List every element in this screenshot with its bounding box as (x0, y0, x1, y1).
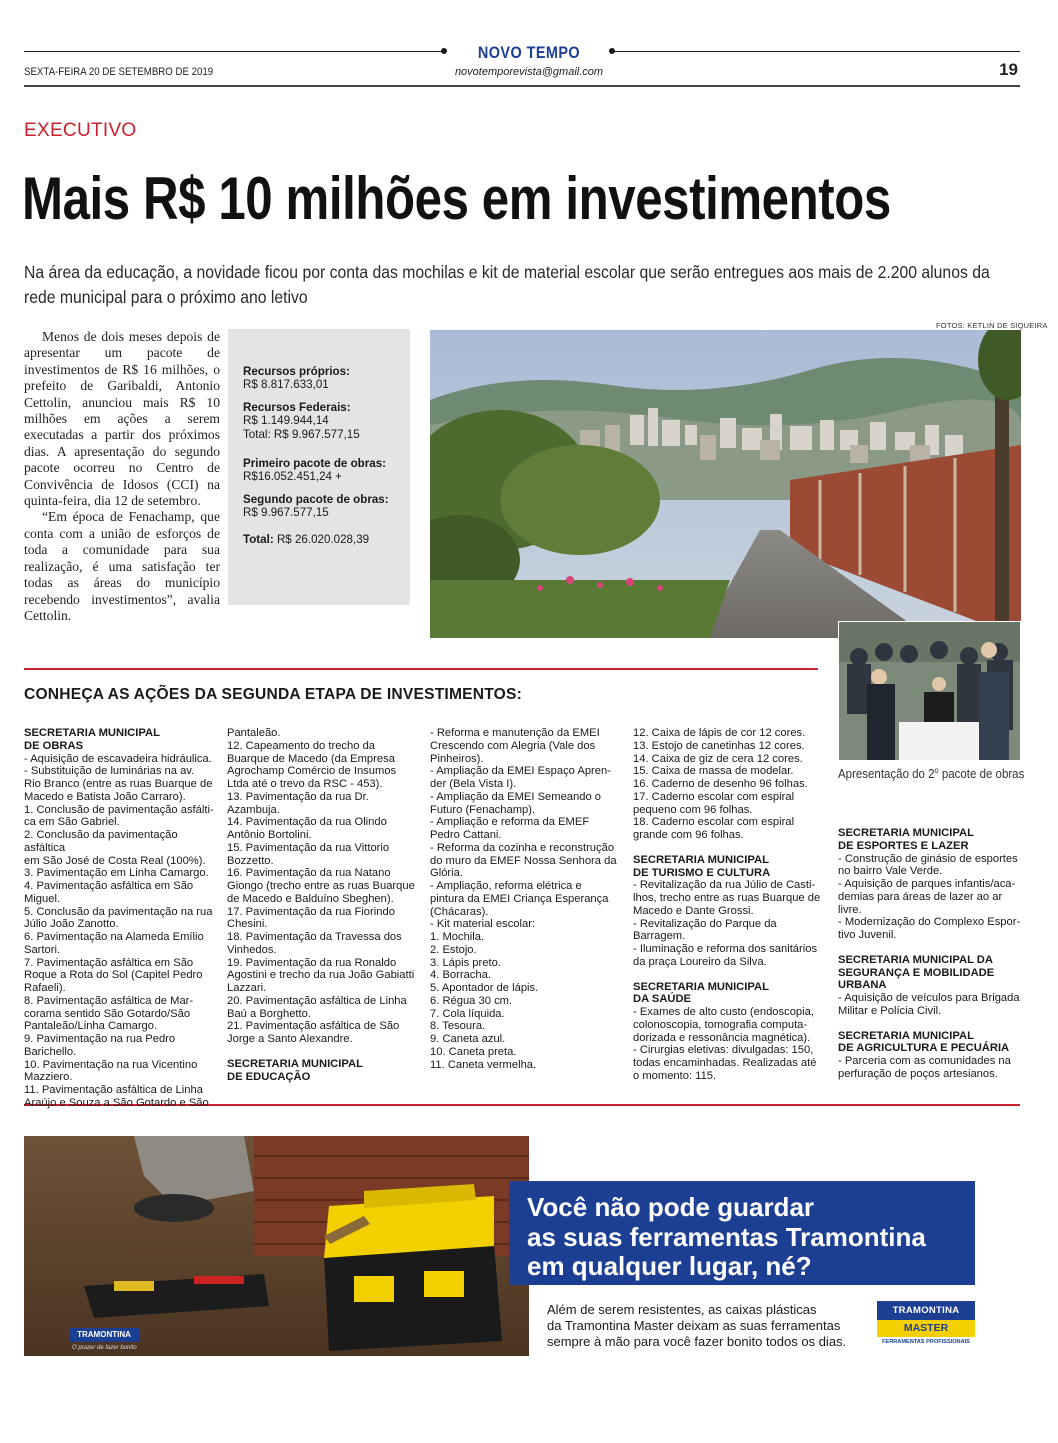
action-item-line: (Chácaras). (430, 905, 489, 918)
action-item-line: - Ampliação da EMEI Semeando o (430, 790, 602, 803)
action-item-line: - Aquisição de veículos para Brigada (838, 992, 1020, 1004)
secretaria-heading: DE EDUCAÇÃO (227, 1070, 311, 1083)
factbox-label: Recursos Federais: (243, 400, 351, 414)
action-item-line: o momento: 115. (633, 1069, 717, 1082)
action-item-line: - Reforma da cozinha e reconstrução (430, 841, 615, 854)
action-item-line: Pinheiros). (430, 752, 484, 765)
action-item-line: 13. Estojo de canetinhas 12 cores. (633, 739, 805, 752)
secretaria-heading: SECRETARIA MUNICIPAL DA (838, 953, 993, 966)
action-item-line: 14. Pavimentação da rua Olindo (227, 816, 387, 829)
action-item-line: 16. Pavimentação da rua Natano (227, 867, 391, 880)
action-item-line: 5. Apontador de lápis. (430, 982, 539, 994)
article-deck: Na área da educação, a novidade ficou por conta das mochilas e kit de material escolar que serão entregues aos mais de 2.200 alunos da rede municipal para o próximo ano letivo (24, 262, 990, 307)
section-divider (24, 668, 818, 670)
action-item-line: 18. Pavimentação da Travessa dos (227, 931, 402, 943)
action-item-line: 9. Caneta azul. (430, 1033, 506, 1045)
action-item-line: lhos, trecho entre as ruas Buarque de (633, 892, 821, 904)
action-item-line: Rafaeli). (24, 982, 66, 994)
action-item-line: tivo Juvenil. (838, 929, 897, 941)
action-item-line: de Macedo e Balduíno Sbeghen). (227, 892, 394, 905)
secretaria-heading: DE OBRAS (24, 739, 84, 752)
action-item-line: Pantaleão. (227, 727, 281, 739)
action-item-line: 5. Conclusão da pavimentação na rua (24, 905, 213, 918)
action-item-line: 4. Borracha. (430, 969, 491, 982)
caption-ordinal: o (934, 766, 939, 775)
secretaria-heading: DE AGRICULTURA E PECUÁRIA (838, 1042, 1010, 1055)
secretaria-heading: SECRETARIA MUNICIPAL (633, 853, 769, 866)
action-item-line: grande com 96 folhas. (633, 829, 744, 841)
action-item-line: Antônio Bortolini. (227, 829, 312, 841)
action-item-line: do muro da EMEF Nossa Senhora da (430, 854, 617, 867)
factbox-label: Recursos próprios: (243, 365, 350, 378)
action-item-line: Jorge a Santo Alexandre. (227, 1033, 353, 1045)
tramontina-ad[interactable] (24, 1136, 1024, 1356)
action-item-line: Rio Branco (entre as ruas Buarque de (24, 778, 213, 790)
secretaria-heading: SECRETARIA MUNICIPAL (227, 1057, 363, 1070)
ad-body-copy (547, 1302, 867, 1349)
action-item-line: 19. Pavimentação da rua Ronaldo (227, 956, 397, 969)
secretaria-heading: DE ESPORTES E LAZER (838, 839, 969, 852)
actions-heading: CONHEÇA AS AÇÕES DA SEGUNDA ETAPA DE INVESTIMENTOS: (24, 686, 522, 703)
action-item-line: Macedo e Dante Grossi. (633, 904, 754, 917)
ad-body-line: da Tramontina Master deixam as suas ferramentas (547, 1317, 841, 1333)
body-paragraph: Menos de dois meses depois de apresentar um pacote de investimentos de R$ 16 milhões, o prefeito de Garibaldi, Antonio Cettolin, anunciou mais R$ 10 milhões em ações a serem executadas a partir dos próximos dias. A apresentação do segundo pacote ocorreu no Centro de Convivência de Idosos (CCI) na quinta-feira, dia 12 de setembro. (24, 329, 220, 509)
action-item-line: da praça Loureiro da Silva. (633, 955, 767, 968)
street-photo-image (430, 330, 1021, 638)
action-item-line: - Aquisição de parques infantis/aca- (838, 878, 1016, 890)
action-item-line: 7. Pavimentação asfáltica em São (24, 956, 194, 969)
section-tag: EXECUTIVO (24, 120, 137, 141)
photo-credit: FOTOS: KETLIN DE SIQUEIRA (936, 321, 1048, 330)
action-item-line: - Iluminação e reforma dos sanitários (633, 943, 818, 955)
action-item-line: em São José de Costa Real (100%). (24, 854, 206, 867)
action-item-line: no bairro Vale Verde. (838, 865, 943, 878)
logo-tagline: FERRAMENTAS PROFISSIONAIS (882, 1339, 970, 1345)
action-item-line: 17. Caderno escolar com espiral (633, 790, 795, 803)
factbox-total-line: Total: R$ 9.967.577,15 (243, 427, 360, 441)
logo-brand: TRAMONTINA (877, 1301, 975, 1320)
action-item-line: - Revitalização da rua Júlio de Casti- (633, 879, 816, 892)
ad-headline-box (509, 1181, 975, 1285)
action-item-line: dorizada e ressonância magnética). (633, 1031, 811, 1044)
ad-body-line: sempre à mão para você fazer bonito todos os dias. (547, 1333, 847, 1349)
action-item-line: - Cirurgias eletivas: divulgadas: 150, (633, 1044, 814, 1057)
action-item-line: Roque a Rota do Sol (Capitel Pedro (24, 969, 203, 982)
action-item-line: Crescendo com Alegria (Vale dos (430, 739, 596, 752)
action-item-line: - Exames de alto custo (endoscopia, (633, 1006, 814, 1018)
ad-headline-line: Você não pode guardar (527, 1192, 815, 1222)
action-item-line: 7. Cola líquida. (430, 1007, 505, 1020)
action-item-line: ca em São Gabriel. (24, 816, 120, 829)
factbox-segundo-pacote (243, 493, 402, 520)
action-item-line: 8. Pavimentação asfáltica de Mar- (24, 994, 194, 1007)
action-item-line: 15. Caixa de massa de modelar. (633, 765, 794, 778)
action-item-line: Glória. (430, 867, 463, 880)
street-photo (430, 330, 1021, 638)
masthead-rule (24, 85, 1020, 87)
action-item-line: 20. Pavimentação asfáltica de Linha (227, 994, 407, 1007)
secretaria-heading: SECRETARIA MUNICIPAL (633, 980, 769, 993)
action-item-line: - Parceria com as comunidades na (838, 1055, 1011, 1067)
action-item-line: 2. Conclusão da pavimentação asfáltica (24, 829, 178, 854)
action-item-line: 4. Pavimentação asfáltica em São Miguel. (24, 880, 194, 905)
actions-column-1 (24, 727, 219, 1110)
action-item-line: Vinhedos. (227, 943, 277, 956)
factbox-recursos-federais (243, 401, 402, 441)
factbox-value: R$ 26.020.028,39 (276, 532, 370, 546)
action-item-line: 13. Pavimentação da rua Dr. Azambuja. (227, 790, 369, 816)
action-item-line: Agrochamp Comércio de Insumos (227, 765, 397, 778)
action-item-line: 10. Caneta preta. (430, 1045, 517, 1058)
action-item-line: todas encaminhadas. Realizadas até (633, 1057, 817, 1069)
logo-line: MASTER (877, 1320, 975, 1337)
masthead-email[interactable]: novotemporevista@gmail.com (454, 66, 604, 78)
action-item-line: Pedro Cattani. (430, 829, 502, 841)
masthead-title[interactable]: NOVO TEMPO (477, 43, 581, 62)
tray-slogan: O prazer de fazer bonito (72, 1345, 137, 1351)
action-item-line: Ltda até o trevo da RSC - 453). (227, 778, 383, 790)
secretaria-heading: SECRETARIA MUNICIPAL (838, 1029, 974, 1042)
toolbox-image (24, 1136, 529, 1356)
presentation-photo (838, 621, 1021, 761)
action-item-line: - Reforma e manutenção da EMEI (430, 727, 600, 739)
secretaria-heading: SECRETARIA MUNICIPAL (24, 727, 160, 739)
factbox-total (243, 533, 402, 546)
action-item-line: 11. Pavimentação asfáltica de Linha (24, 1084, 203, 1096)
action-item-line: 10. Pavimentação na rua Vicentino (24, 1058, 198, 1071)
factbox-value: R$ 8.817.633,01 (243, 378, 329, 392)
action-item-line: 18. Caderno escolar com espiral (633, 816, 795, 829)
caption-text: Apresentação do 2 (838, 767, 935, 782)
article-headline: Mais R$ 10 milhões em investimentos (22, 165, 891, 232)
action-item-line: Macedo e Batista João Carraro). (24, 790, 186, 803)
factbox-primeiro-pacote (243, 457, 402, 484)
action-item-line: corama sentido São Gotardo/São (24, 1007, 191, 1020)
masthead-date: SEXTA-FEIRA 20 DE SETEMBRO DE 2019 (24, 66, 214, 78)
action-item-line: Júlio João Zanotto. (24, 918, 119, 931)
action-item-line: 3. Pavimentação em Linha Camargo. (24, 867, 209, 880)
tray-brand-label: TRAMONTINA (69, 1328, 139, 1342)
action-item-line: 12. Capeamento do trecho da (227, 739, 376, 752)
photo-caption (838, 766, 1024, 781)
action-item-line: Bozzetto. (227, 854, 274, 867)
action-item-line: 21. Pavimentação asfáltica de São (227, 1020, 400, 1033)
action-item-line: Giongo (trecho entre as ruas Buarque (227, 880, 415, 892)
body-paragraph: “Em época de Fenachamp, que conta com a união de esforços de toda a comunidade para sua realização, é uma satisfação ter todas as áreas do município recebendo investimentos”, avalia Cettolin. (24, 509, 220, 623)
action-item-line: - Ampliação e reforma da EMEF (430, 816, 590, 829)
action-item-line: 1. Mochila. (430, 931, 485, 943)
action-item-line: Chesini. (227, 918, 268, 931)
action-item-line: 15. Pavimentação da rua Vittorio (227, 841, 390, 854)
action-item-line: pequeno com 96 folhas. (633, 803, 753, 816)
ad-headline-line: em qualquer lugar, né? (527, 1251, 812, 1281)
actions-column-2 (227, 727, 422, 1083)
article-body (24, 329, 220, 624)
ad-toolbox-photo (24, 1136, 529, 1356)
action-item-line: 17. Pavimentação da rua Fiorindo (227, 905, 395, 918)
factbox-value: R$16.052.451,24 + (243, 470, 342, 484)
factbox-value: R$ 1.149.944,14 (243, 414, 329, 428)
action-item-line: 8. Tesoura. (430, 1020, 486, 1033)
action-item-line: - Aquisição de escavadeira hidráulica. (24, 752, 212, 765)
action-item-line: demias para áreas de lazer ao ar livre. (838, 890, 1003, 916)
action-item-line: - Ampliação, reforma elétrica e (430, 880, 582, 892)
action-item-line: Mazziero. (24, 1071, 73, 1084)
action-item-line: - Substituição de luminárias na av. (24, 765, 195, 778)
presentation-photo-image (839, 622, 1021, 761)
action-item-line: - Modernização do Complexo Espor- (838, 916, 1021, 929)
secretaria-heading: DA SAÚDE (633, 993, 692, 1006)
action-item-line: Pantaleão/Linha Camargo. (24, 1020, 158, 1033)
action-item-line: 6. Régua 30 cm. (430, 994, 513, 1007)
action-item-line: 12. Caixa de lápis de cor 12 cores. (633, 727, 806, 739)
action-item-line: - Construção de ginásio de esportes (838, 852, 1018, 865)
page-number: 19 (999, 60, 1018, 79)
factbox-recursos-proprios (243, 365, 402, 392)
ad-headline-line: as suas ferramentas Tramontina (527, 1221, 926, 1252)
action-item-line: 16. Caderno de desenho 96 folhas. (633, 778, 808, 790)
action-item-line: Futuro (Fenachamp). (430, 803, 536, 816)
factbox-label: Segundo pacote de obras: (243, 492, 389, 506)
ad-body-line: Além de serem resistentes, as caixas plásticas (547, 1302, 817, 1317)
action-item-line: Araújo e Souza a São Gotardo e São (24, 1096, 209, 1109)
actions-column-4 (633, 727, 828, 1083)
factbox-label: Primeiro pacote de obras: (243, 457, 387, 471)
secretaria-heading: SECRETARIA MUNICIPAL (838, 827, 974, 839)
action-item-line: - Kit material escolar: (430, 918, 536, 931)
action-item-line: 6. Pavimentação na Alameda Emílio (24, 931, 204, 943)
secretaria-heading: DE TURISMO E CULTURA (633, 866, 771, 879)
action-item-line: Militar e Polícia Civil. (838, 1004, 942, 1017)
actions-column-5 (838, 827, 1023, 1081)
action-item-line: der (Bela Vista I). (430, 778, 517, 790)
investment-factbox (228, 329, 410, 605)
action-item-line: - Ampliação da EMEI Espaço Apren- (430, 765, 611, 778)
action-item-line: - Revitalização do Parque da Barragem. (633, 917, 777, 943)
action-item-line: Sartori. (24, 943, 61, 956)
action-item-line: 14. Caixa de giz de cera 12 cores. (633, 752, 803, 765)
secretaria-heading: SEGURANÇA E MOBILIDADE (838, 966, 995, 979)
factbox-label: Total: (243, 532, 274, 546)
action-item-line: perfuração de poços artesianos. (838, 1067, 998, 1080)
action-item-line: colonoscopia, tomografia computa- (633, 1018, 808, 1031)
action-item-line: Lazzari. (227, 982, 267, 994)
action-item-line: pintura da EMEI Criança Esperança (430, 892, 609, 905)
secretaria-heading: URBANA (838, 979, 887, 992)
action-item-line: 11. Caneta vermelha. (430, 1058, 537, 1071)
caption-text-end: pacote de obras (938, 767, 1025, 782)
action-item-line: 9. Pavimentação na rua Pedro Barichello. (24, 1033, 176, 1058)
actions-column-3 (430, 727, 625, 1071)
action-item-line: Baú a Borghetto. (227, 1007, 311, 1020)
action-item-line: 1. Conclusão de pavimentação asfálti- (24, 803, 214, 816)
action-item-line: 2. Estojo. (430, 943, 477, 956)
action-item-line: 3. Lápis preto. (430, 956, 501, 969)
tramontina-master-logo[interactable] (877, 1301, 975, 1347)
action-item-line: Agostini e trecho da rua João Gabiatti (227, 969, 415, 982)
action-item-line: Buarque de Macedo (da Empresa (227, 752, 395, 765)
factbox-value: R$ 9.967.577,15 (243, 506, 329, 520)
